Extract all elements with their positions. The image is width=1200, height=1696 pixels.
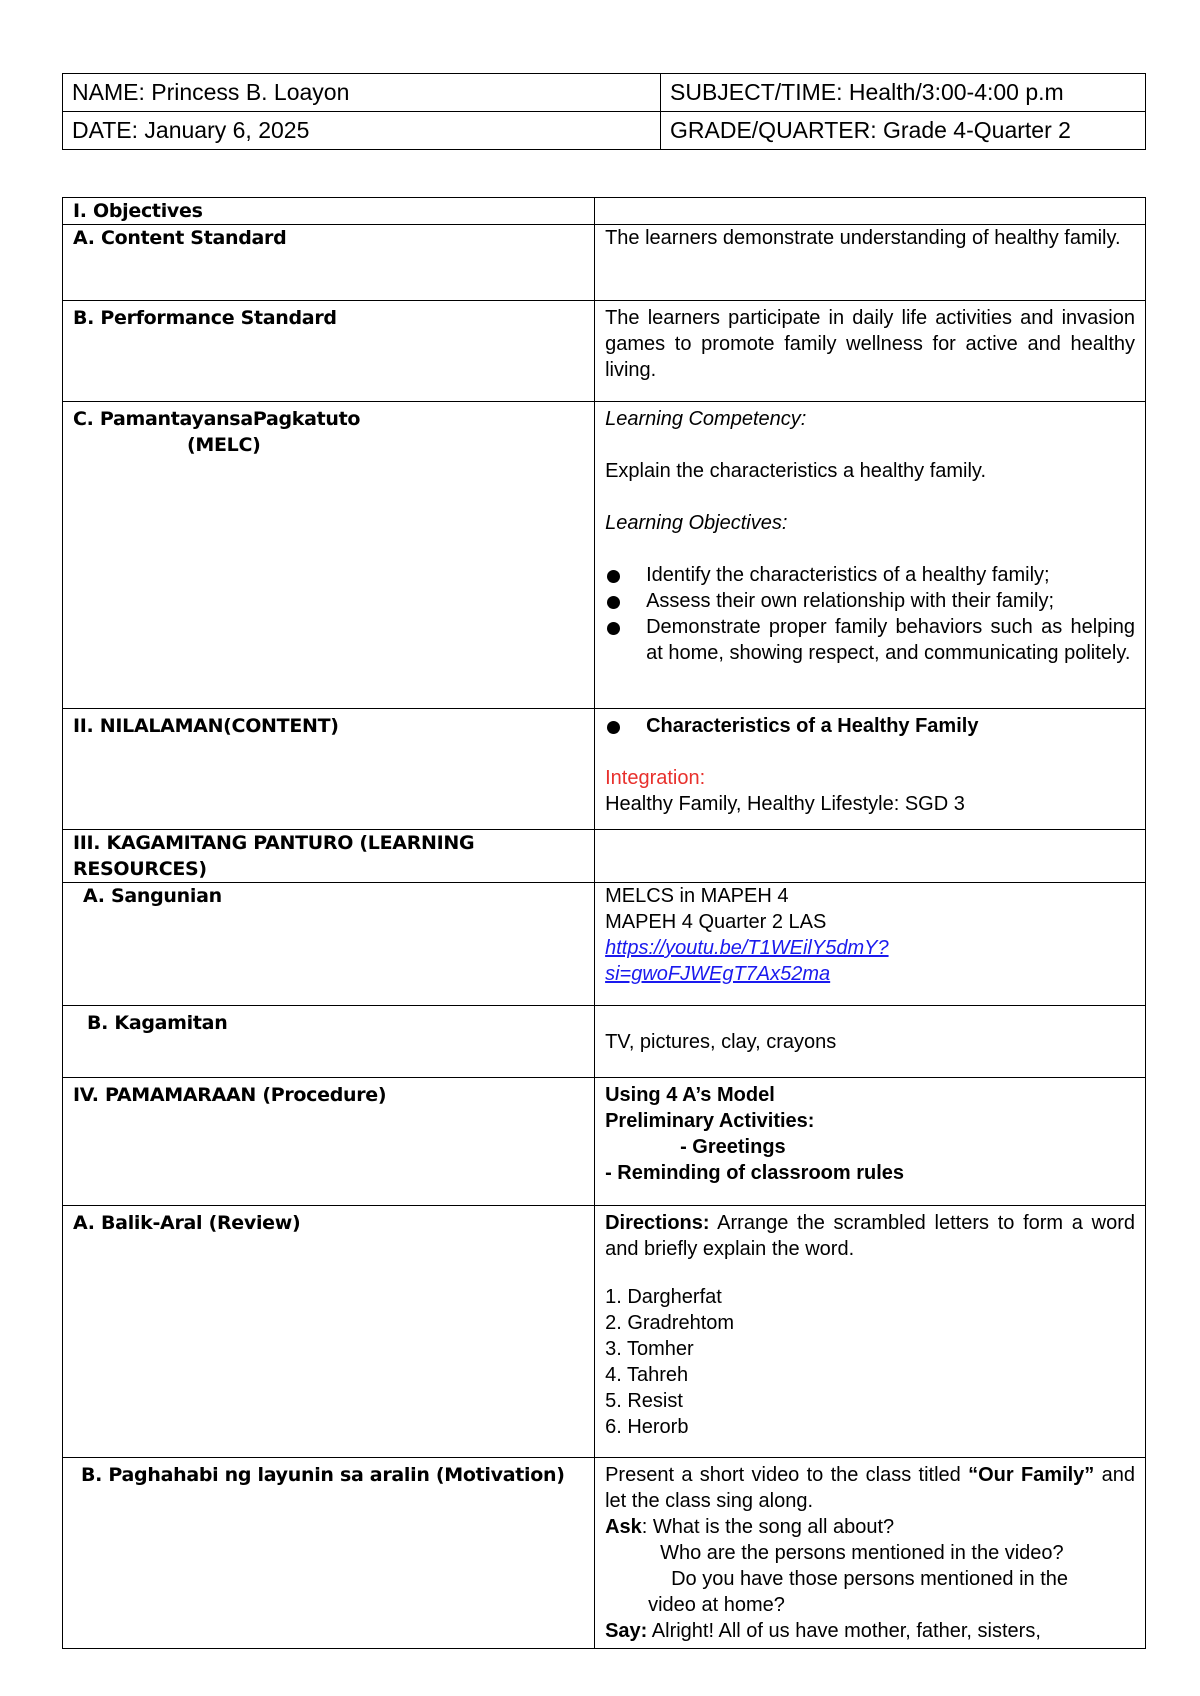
topic-list	[605, 713, 1135, 739]
objectives-empty-cell	[595, 198, 1146, 225]
date-field: DATE: January 6, 2025	[63, 112, 661, 150]
video-title: “Our Family”	[968, 1464, 1095, 1486]
list-item: 5. Resist	[605, 1390, 683, 1412]
model-text: Using 4 A’s Model	[605, 1084, 775, 1106]
review-label: A. Balik-Aral (Review)	[73, 1212, 301, 1234]
present-text: Present a short video to the class titled	[605, 1464, 969, 1486]
list-item: 6. Herorb	[605, 1416, 689, 1438]
say-label: Say:	[605, 1620, 648, 1642]
motivation-row	[63, 1458, 1146, 1649]
topic-item: Characteristics of a Healthy Family	[605, 713, 1135, 739]
say-text: Alright! All of us have mother, father, sisters,	[647, 1620, 1041, 1642]
sanggunian-item: MELCS in MAPEH 4	[605, 885, 789, 907]
list-item: 2. Gradrehtom	[605, 1312, 735, 1334]
learning-objectives-heading: Learning Objectives:	[605, 512, 788, 534]
video-link-continued[interactable]: si=gwoFJWEgT7Ax52ma	[605, 963, 831, 985]
melc-sublabel: (MELC)	[187, 434, 261, 456]
motivation-label: B. Paghahabi ng layunin sa aralin (Motivation)	[81, 1464, 565, 1486]
procedure-row	[63, 1078, 1146, 1206]
name-field: NAME: Princess B. Loayon	[63, 74, 661, 112]
objectives-row	[63, 198, 1146, 225]
list-item: 4. Tahreh	[605, 1364, 689, 1386]
content-standard-label: A. Content Standard	[73, 227, 287, 249]
grade-quarter-field: GRADE/QUARTER: Grade 4-Quarter 2	[661, 112, 1146, 150]
preliminary-text: Preliminary Activities:	[605, 1110, 815, 1132]
ask-question-3: Do you have those persons mentioned in the	[671, 1568, 1069, 1590]
reminding-text: - Reminding of classroom rules	[605, 1162, 905, 1184]
performance-standard-row	[63, 301, 1146, 402]
present-text-end: and let the class sing along.	[605, 1464, 1135, 1512]
directions-label: Directions:	[605, 1212, 710, 1234]
content-standard-text: The learners demonstrate understanding of healthy family.	[595, 225, 1146, 301]
content-label: II. NILALAMAN(CONTENT)	[73, 715, 339, 737]
objectives-label: I. Objectives	[73, 200, 203, 222]
lesson-plan-table	[62, 197, 1146, 1649]
melc-label: C. PamantayansaPagkatuto	[73, 408, 361, 430]
subject-time-field: SUBJECT/TIME: Health/3:00-4:00 p.m	[661, 74, 1146, 112]
kagamitan-label: B. Kagamitan	[87, 1012, 228, 1034]
ask-question-1: : What is the song all about?	[641, 1516, 895, 1538]
learning-objectives-list	[605, 562, 1135, 666]
integration-label: Integration:	[605, 767, 706, 789]
review-row	[63, 1206, 1146, 1458]
procedure-label: IV. PAMAMARAAN (Procedure)	[73, 1084, 387, 1106]
list-item: Demonstrate proper family behaviors such as helping at home, showing respect, and communicating politely.	[605, 614, 1135, 666]
ask-label: Ask	[605, 1516, 642, 1538]
video-link[interactable]: https://youtu.be/T1WEilY5dmY?	[605, 937, 889, 959]
sanggunian-item: MAPEH 4 Quarter 2 LAS	[605, 911, 827, 933]
integration-text: Healthy Family, Healthy Lifestyle: SGD 3	[605, 793, 965, 815]
list-item: 1. Dargherfat	[605, 1286, 722, 1308]
list-item: Assess their own relationship with their family;	[605, 588, 1135, 614]
list-item: 3. Tomher	[605, 1338, 694, 1360]
directions-text: Arrange the scrambled letters to form a word and briefly explain the word.	[605, 1212, 1135, 1260]
kagamitan-text: TV, pictures, clay, crayons	[595, 1006, 1146, 1078]
content-standard-row	[63, 225, 1146, 301]
resources-row	[63, 830, 1146, 883]
performance-standard-text: The learners participate in daily life activities and invasion games to promote family wellness for active and healthy living.	[595, 301, 1146, 402]
competency-heading: Learning Competency:	[605, 408, 807, 430]
resources-empty-cell	[595, 830, 1146, 883]
greetings-text: - Greetings	[680, 1136, 786, 1158]
kagamitan-row	[63, 1006, 1146, 1078]
header-table	[62, 73, 1146, 150]
melc-row	[63, 402, 1146, 709]
sanggunian-row	[63, 883, 1146, 1006]
content-row	[63, 709, 1146, 830]
sanggunian-label: A. Sangunian	[83, 885, 222, 907]
performance-standard-label: B. Performance Standard	[73, 307, 337, 329]
resources-label: III. KAGAMITANG PANTURO (LEARNING RESOURCES)	[73, 832, 475, 880]
ask-question-2: Who are the persons mentioned in the video?	[660, 1542, 1064, 1564]
competency-text: Explain the characteristics a healthy family.	[605, 460, 987, 482]
ask-question-3-continued: video at home?	[648, 1594, 785, 1616]
list-item: Identify the characteristics of a healthy family;	[605, 562, 1135, 588]
